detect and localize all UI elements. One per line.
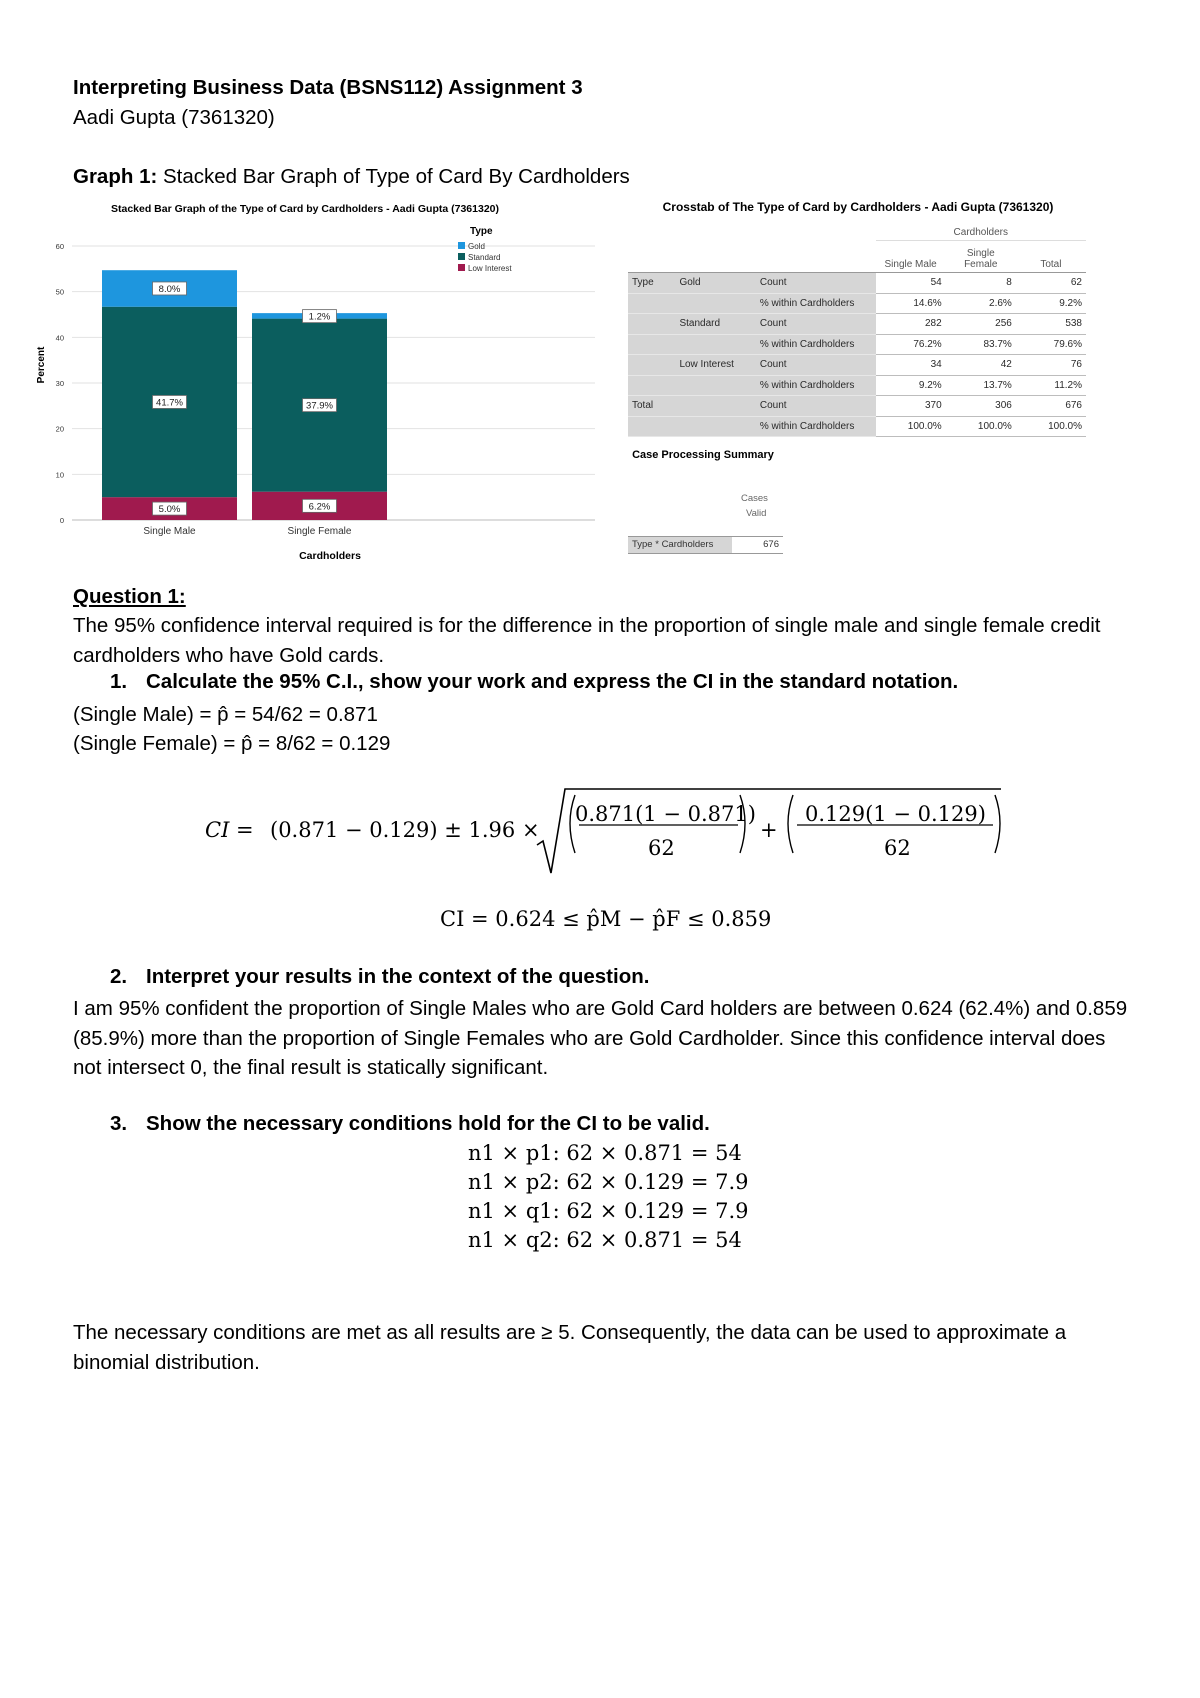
y-tick-label: 10 <box>55 470 64 480</box>
crosstab-row-label: Standard <box>675 314 755 335</box>
crosstab-row-label <box>628 314 675 335</box>
crosstab-cell: 42 <box>946 355 1016 376</box>
y-tick-label: 40 <box>55 333 64 343</box>
ci-plus: + <box>760 818 778 842</box>
crosstab-cell: 79.6% <box>1016 334 1086 355</box>
ci-fraction-2-denominator: 62 <box>884 836 911 860</box>
crosstab-row <box>628 293 1086 314</box>
crosstab-table <box>628 220 1086 437</box>
legend-swatch <box>458 264 465 271</box>
graph-caption <box>73 162 630 192</box>
crosstab-row <box>628 273 1086 294</box>
crosstab-cell: 14.6% <box>876 293 946 314</box>
chart-title: Stacked Bar Graph of the Type of Card by Cardholders - Aadi Gupta (7361320) <box>110 203 500 215</box>
crosstab-cell: 76.2% <box>876 334 946 355</box>
y-tick-label: 30 <box>55 379 64 388</box>
case-summary-row <box>628 536 783 554</box>
single-female-proportion: (Single Female) = p̂ = 8/62 = 0.129 <box>73 732 391 755</box>
case-summary-valid: Valid <box>746 508 767 519</box>
legend-title: Type <box>470 226 493 237</box>
case-summary-row-value: 676 <box>763 539 779 550</box>
condition-line: n1 × p1: 62 × 0.871 = 54 <box>468 1141 742 1165</box>
crosstab-cell: 282 <box>876 314 946 335</box>
crosstab-row-label <box>628 355 675 376</box>
crosstab-group-header: Cardholders <box>876 220 1086 240</box>
graph-caption-text: Stacked Bar Graph of Type of Card By Cardholders <box>163 165 630 188</box>
crosstab-row-label <box>628 416 675 437</box>
question-heading: Question 1: <box>73 585 186 608</box>
crosstab-cell: 538 <box>1016 314 1086 335</box>
crosstab-cell: 2.6% <box>946 293 1016 314</box>
crosstab-panel <box>628 200 1088 437</box>
crosstab-row-label <box>675 375 755 396</box>
ci-fraction-1-numerator: 0.871(1 − 0.871) <box>575 802 756 826</box>
crosstab-col-header: Total <box>1040 259 1062 270</box>
case-summary-title: Case Processing Summary <box>632 449 774 461</box>
crosstab-col-header: Single Male <box>884 259 937 270</box>
crosstab-row-label <box>675 334 755 355</box>
case-summary-row-label: Type * Cardholders <box>628 537 732 553</box>
y-axis-label: Percent <box>36 346 47 384</box>
document-title: Interpreting Business Data (BSNS112) Assignment 3 <box>73 76 583 99</box>
crosstab-title: Crosstab of The Type of Card by Cardholders - Aadi Gupta (7361320) <box>662 200 1054 214</box>
condition-line: n1 × q1: 62 × 0.129 = 7.9 <box>468 1199 749 1223</box>
stacked-bar-chart <box>30 200 600 570</box>
case-summary-cases: Cases <box>741 493 768 504</box>
question-item-3 <box>110 1112 710 1136</box>
crosstab-col-header: Single Female <box>964 248 998 270</box>
crosstab-cell: 54 <box>876 273 946 294</box>
crosstab-row-label: Total <box>628 396 675 417</box>
item-text: Interpret your results in the context of the question. <box>146 965 650 988</box>
data-label: 6.2% <box>308 501 331 513</box>
crosstab-row-label <box>675 396 755 417</box>
crosstab-cell: 9.2% <box>1016 293 1086 314</box>
legend-label: Standard <box>468 253 501 262</box>
data-label: 37.9% <box>306 400 333 412</box>
legend-label: Low Interest <box>468 264 512 273</box>
item-number: 1. <box>110 670 128 693</box>
crosstab-row <box>628 314 1086 335</box>
crosstab-cell: 11.2% <box>1016 375 1086 396</box>
x-tick-label: Single Female <box>287 526 352 537</box>
crosstab-row-label <box>675 416 755 437</box>
condition-line: n1 × q2: 62 × 0.871 = 54 <box>468 1228 742 1252</box>
crosstab-cell: 13.7% <box>946 375 1016 396</box>
crosstab-row-label: Type <box>628 273 675 294</box>
interpretation-paragraph: I am 95% confident the proportion of Single Males who are Gold Card holders are between 0.624 (62.4%) and 0.859 (85.9%) more than the proportion of Single Females who are Gold Cardholder. Since this confidence interval does not intersect 0, the final result is statically significant. <box>73 997 1128 1079</box>
question-intro: The 95% confidence interval required is for the difference in the proportion of single male and single female credit cardholders who have Gold cards. <box>73 614 1101 667</box>
data-label: 8.0% <box>158 283 181 295</box>
crosstab-row-label: Count <box>756 273 876 294</box>
item-text: Show the necessary conditions hold for the CI to be valid. <box>146 1112 710 1135</box>
x-axis-label: Cardholders <box>299 550 361 562</box>
crosstab-cell: 306 <box>946 396 1016 417</box>
crosstab-row <box>628 334 1086 355</box>
item-number: 2. <box>110 965 128 988</box>
ci-fraction-2-numerator: 0.129(1 − 0.129) <box>805 802 986 826</box>
crosstab-row-label: Count <box>756 314 876 335</box>
crosstab-row-label: % within Cardholders <box>756 416 876 437</box>
crosstab-cell: 100.0% <box>1016 416 1086 437</box>
crosstab-cell: 76 <box>1016 355 1086 376</box>
crosstab-cell: 62 <box>1016 273 1086 294</box>
ci-formula-mid: (0.871 − 0.129) ± 1.96 × <box>270 818 540 842</box>
ci-result: CI = 0.624 ≤ p̂M − p̂F ≤ 0.859 <box>440 907 772 931</box>
item-text: Calculate the 95% C.I., show your work and express the CI in the standard notation. <box>146 670 959 693</box>
legend-label: Gold <box>468 242 485 251</box>
crosstab-row-label: Gold <box>675 273 755 294</box>
crosstab-row-label: % within Cardholders <box>756 375 876 396</box>
data-label: 41.7% <box>156 397 183 409</box>
ci-fraction-1-denominator: 62 <box>648 836 675 860</box>
crosstab-row <box>628 416 1086 437</box>
crosstab-row-label <box>675 293 755 314</box>
crosstab-row-label: % within Cardholders <box>756 293 876 314</box>
legend-swatch <box>458 242 465 249</box>
case-processing-summary <box>628 448 788 550</box>
crosstab-row-label <box>628 334 675 355</box>
y-tick-label: 60 <box>55 242 64 251</box>
crosstab-cell: 8 <box>946 273 1016 294</box>
crosstab-row-label: Count <box>756 396 876 417</box>
y-tick-label: 20 <box>55 424 64 434</box>
condition-line: n1 × p2: 62 × 0.129 = 7.9 <box>468 1170 749 1194</box>
crosstab-cell: 9.2% <box>876 375 946 396</box>
crosstab-cell: 83.7% <box>946 334 1016 355</box>
question-item-2 <box>110 965 649 989</box>
conclusion-paragraph: The necessary conditions are met as all results are ≥ 5. Consequently, the data can be used to approximate a binomial distribution. <box>73 1321 1067 1374</box>
data-label: 1.2% <box>308 311 331 323</box>
question-item-1 <box>110 670 958 694</box>
crosstab-row <box>628 375 1086 396</box>
crosstab-row-label: % within Cardholders <box>756 334 876 355</box>
crosstab-row <box>628 396 1086 417</box>
crosstab-cell: 100.0% <box>946 416 1016 437</box>
crosstab-cell: 676 <box>1016 396 1086 417</box>
crosstab-cell: 100.0% <box>876 416 946 437</box>
data-label: 5.0% <box>158 504 181 516</box>
crosstab-row <box>628 355 1086 376</box>
crosstab-cell: 34 <box>876 355 946 376</box>
y-tick-label: 0 <box>59 516 64 525</box>
legend-swatch <box>458 253 465 260</box>
crosstab-row-label: Low Interest <box>675 355 755 376</box>
ci-formula-lhs: CI = <box>205 818 254 842</box>
crosstab-row-label <box>628 375 675 396</box>
crosstab-row-label: Count <box>756 355 876 376</box>
single-male-proportion: (Single Male) = p̂ = 54/62 = 0.871 <box>73 703 378 726</box>
y-tick-label: 50 <box>55 287 64 297</box>
author-line: Aadi Gupta (7361320) <box>73 106 275 129</box>
crosstab-row-label <box>628 293 675 314</box>
item-number: 3. <box>110 1112 128 1135</box>
x-tick-label: Single Male <box>143 526 196 537</box>
graph-caption-label: Graph 1: <box>73 165 158 188</box>
crosstab-cell: 256 <box>946 314 1016 335</box>
crosstab-cell: 370 <box>876 396 946 417</box>
